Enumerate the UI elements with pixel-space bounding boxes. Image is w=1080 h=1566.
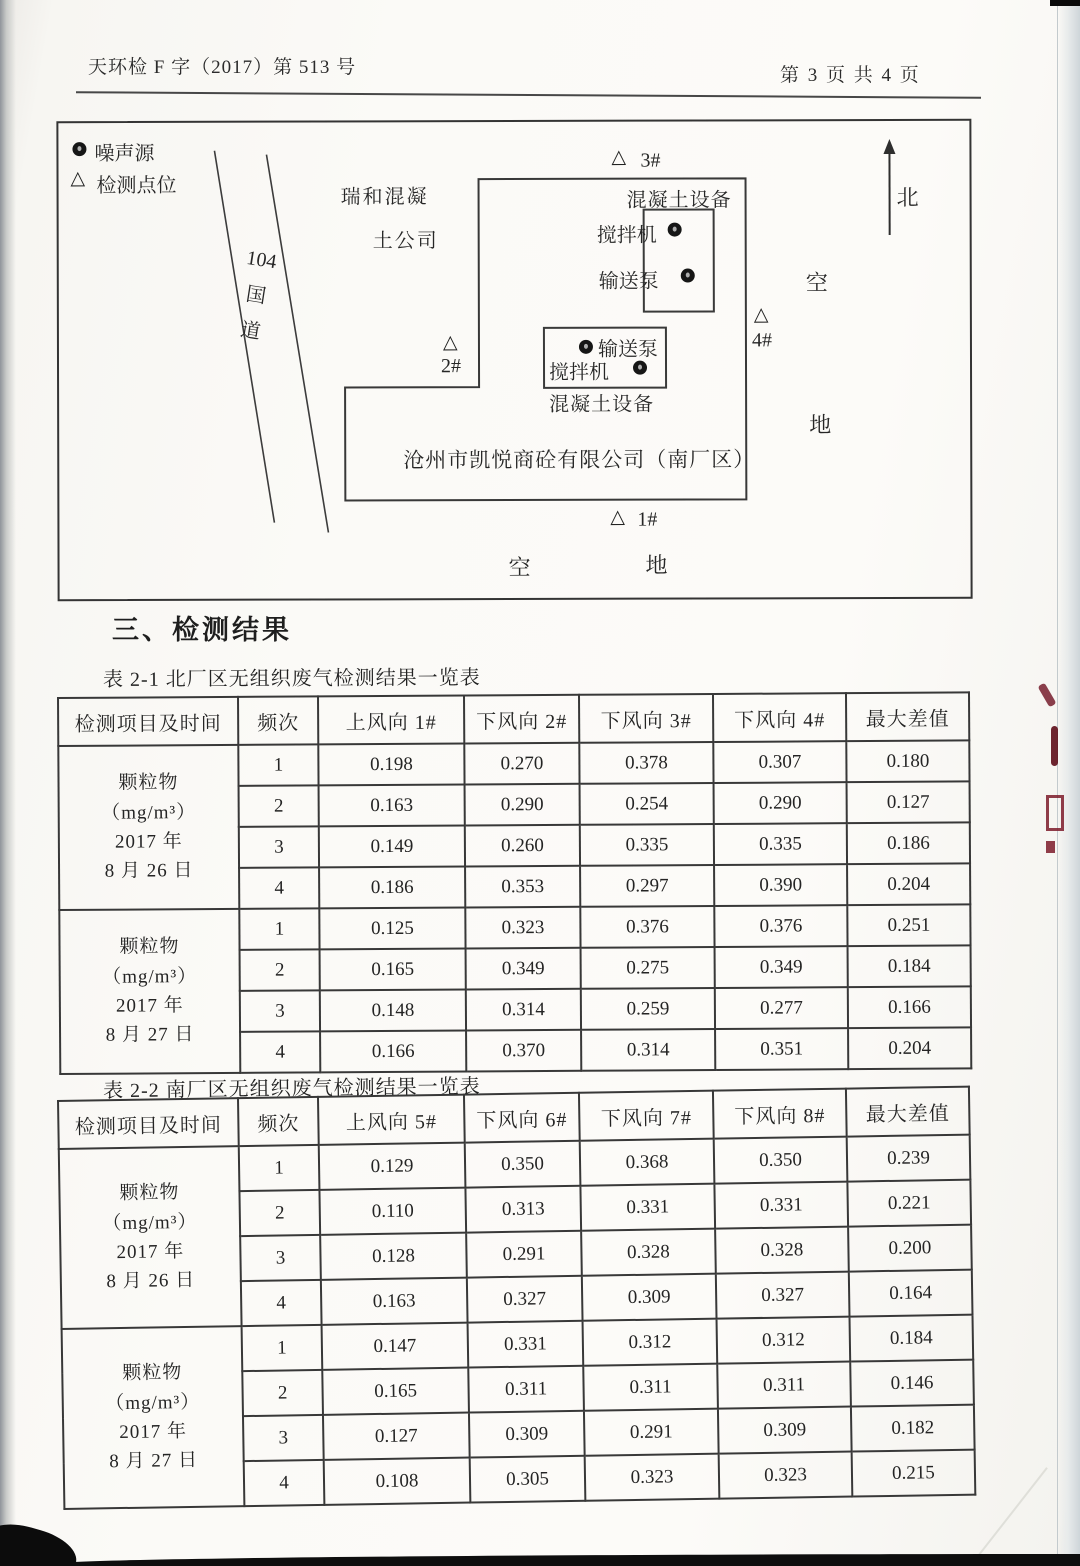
open-land-char: 空 [508, 554, 531, 581]
open-land-char: 空 [805, 270, 828, 296]
north-equipment-label: 混凝土设备 [626, 189, 732, 212]
value-cell: 0.312 [717, 1317, 851, 1364]
south-mixer-label: 搅拌机 [549, 361, 610, 384]
value-cell: 0.215 [852, 1450, 976, 1497]
value-cell: 0.275 [581, 947, 715, 989]
value-cell: 0.166 [320, 1031, 466, 1073]
table-row [58, 740, 969, 787]
item-line: （mg/m³） [101, 801, 197, 824]
value-cell: 0.108 [324, 1458, 471, 1505]
table-row [59, 904, 970, 951]
value-cell: 0.254 [580, 783, 714, 825]
value-cell: 0.128 [320, 1233, 467, 1280]
item-line: 2017 年 [116, 1241, 185, 1264]
item-line: 2017 年 [114, 831, 183, 853]
value-cell: 0.309 [718, 1407, 852, 1454]
neighbor-company-line: 土公司 [372, 230, 439, 253]
north-mixer-label: 搅拌机 [596, 224, 657, 247]
value-cell: 0.311 [717, 1362, 851, 1409]
value-cell: 0.165 [320, 949, 466, 991]
value-cell: 0.351 [715, 1028, 848, 1070]
open-land-char: 地 [645, 552, 668, 578]
frequency-cell: 1 [238, 744, 318, 785]
value-cell: 0.323 [585, 1454, 720, 1501]
value-cell: 0.221 [847, 1180, 971, 1227]
value-cell: 0.182 [851, 1405, 975, 1452]
frequency-cell: 2 [239, 1190, 320, 1236]
scan-edge-left [0, 0, 16, 1566]
value-cell: 0.260 [465, 825, 580, 867]
value-cell: 0.129 [319, 1143, 466, 1190]
frequency-cell: 3 [240, 1235, 321, 1281]
value-cell: 0.335 [580, 824, 714, 866]
results-table-south [57, 1086, 976, 1510]
scan-corner-bottom-left [0, 1516, 82, 1566]
value-cell: 0.251 [847, 904, 970, 946]
value-cell: 0.376 [580, 906, 714, 948]
value-cell: 0.311 [468, 1366, 584, 1413]
table2-caption: 表 2-2 南厂区无组织废气检测结果一览表 [102, 1075, 481, 1103]
frequency-cell: 4 [244, 1460, 325, 1506]
red-stamp-bleed [1038, 683, 1057, 708]
frequency-cell: 2 [240, 949, 320, 990]
value-cell: 0.146 [850, 1360, 974, 1407]
column-header: 检测项目及时间 [58, 1098, 239, 1149]
results-table-north [57, 691, 972, 1075]
item-line: （mg/m³） [102, 965, 198, 988]
value-cell: 0.331 [580, 1184, 715, 1231]
south-equipment-label: 混凝土设备 [549, 393, 655, 416]
value-cell: 0.291 [584, 1409, 719, 1456]
item-line: 8 月 27 日 [105, 1024, 195, 1047]
noise-source-icon [681, 269, 695, 283]
value-cell: 0.349 [715, 946, 848, 988]
item-line: 8 月 26 日 [104, 860, 194, 883]
value-cell: 0.323 [719, 1452, 853, 1499]
neighbor-company-line: 瑞和混凝 [340, 186, 429, 209]
road-label-line: 道 [238, 318, 262, 344]
value-cell: 0.239 [847, 1135, 971, 1182]
value-cell: 0.297 [580, 865, 714, 907]
value-cell: 0.307 [713, 741, 846, 783]
section-title: 三、检测结果 [112, 615, 292, 645]
site-diagram [56, 119, 972, 601]
value-cell: 0.270 [464, 743, 579, 785]
table-body [58, 740, 971, 1074]
value-cell: 0.164 [849, 1270, 973, 1317]
value-cell: 0.323 [465, 907, 580, 949]
column-header: 下风向 7# [579, 1091, 714, 1141]
frequency-cell: 4 [240, 1031, 320, 1072]
item-line: 8 月 27 日 [109, 1450, 199, 1473]
value-cell: 0.349 [466, 948, 581, 990]
road-label-line: 104 [244, 246, 278, 274]
monitor-point-label-4: 4# [751, 329, 772, 352]
column-header: 下风向 2# [464, 695, 579, 744]
monitor-point-icon [754, 303, 769, 326]
value-cell: 0.368 [580, 1139, 715, 1186]
item-line: 2017 年 [115, 995, 184, 1017]
monitor-point-icon [70, 167, 85, 190]
value-cell: 0.184 [849, 1315, 973, 1362]
monitor-point-icon [443, 331, 458, 354]
item-cell [59, 909, 240, 1074]
item-line: 颗粒物 [118, 772, 179, 794]
item-line: 颗粒物 [119, 936, 180, 958]
frequency-cell: 2 [242, 1370, 323, 1416]
site-map-lines [58, 121, 970, 599]
item-line: （mg/m³） [102, 1211, 198, 1234]
scan-mark-top-right [1050, 0, 1080, 6]
item-line: 颗粒物 [119, 1182, 180, 1205]
column-header: 最大差值 [846, 1087, 970, 1137]
item-line: 2017 年 [119, 1420, 188, 1444]
noise-source-icon [72, 142, 86, 156]
item-cell [62, 1326, 245, 1509]
value-cell: 0.127 [323, 1413, 470, 1460]
column-header: 频次 [238, 1097, 319, 1146]
value-cell: 0.127 [847, 781, 970, 823]
legend-monitor-point: 检测点位 [96, 174, 177, 198]
open-land-char: 地 [809, 412, 832, 438]
column-header: 下风向 8# [713, 1089, 847, 1139]
value-cell: 0.125 [319, 908, 465, 950]
frequency-cell: 3 [240, 990, 320, 1031]
noise-source-icon [668, 223, 682, 237]
road-label-line: 国 [244, 283, 268, 309]
value-cell: 0.313 [465, 1186, 581, 1233]
noise-source-icon [579, 340, 593, 354]
monitor-point-label-2: 2# [440, 355, 462, 378]
north-pump-label: 输送泵 [598, 270, 659, 293]
column-header: 下风向 4# [713, 693, 846, 742]
value-cell: 0.350 [465, 1141, 581, 1188]
frequency-cell: 1 [242, 1325, 323, 1371]
column-header: 下风向 6# [464, 1093, 580, 1143]
red-stamp-bleed [1046, 795, 1064, 831]
value-cell: 0.327 [716, 1272, 850, 1319]
value-cell: 0.200 [848, 1225, 972, 1272]
item-cell [59, 1146, 242, 1329]
value-cell: 0.331 [468, 1321, 584, 1368]
item-line: 颗粒物 [122, 1362, 183, 1385]
value-cell: 0.328 [581, 1229, 716, 1276]
column-header: 上风向 5# [318, 1095, 465, 1145]
value-cell: 0.198 [318, 744, 464, 786]
frequency-cell: 4 [239, 867, 319, 908]
column-header: 检测项目及时间 [58, 697, 238, 746]
legend-noise-source: 噪声源 [94, 142, 155, 166]
south-plant-name: 沧州市凯悦商砼有限公司（南厂区） [403, 447, 756, 473]
frequency-cell: 1 [239, 1145, 320, 1191]
value-cell: 0.327 [467, 1276, 583, 1323]
compass-label: 北 [896, 184, 919, 210]
value-cell: 0.204 [848, 1027, 971, 1069]
value-cell: 0.259 [581, 988, 715, 1030]
item-line: （mg/m³） [105, 1391, 201, 1414]
value-cell: 0.186 [319, 867, 465, 909]
scan-edge-right [1057, 0, 1080, 1566]
value-cell: 0.186 [847, 822, 970, 864]
value-cell: 0.290 [465, 784, 580, 826]
document-number: 天环检 F 字（2017）第 513 号 [88, 57, 357, 78]
value-cell: 0.290 [714, 782, 847, 824]
value-cell: 0.165 [322, 1368, 469, 1415]
value-cell: 0.166 [848, 986, 971, 1028]
header-row [58, 692, 969, 746]
value-cell: 0.309 [582, 1274, 717, 1321]
value-cell: 0.204 [847, 863, 970, 905]
value-cell: 0.312 [583, 1319, 718, 1366]
value-cell: 0.163 [321, 1278, 468, 1325]
monitor-point-label-3: 3# [640, 149, 661, 172]
frequency-cell: 3 [243, 1415, 324, 1461]
value-cell: 0.305 [470, 1456, 586, 1503]
value-cell: 0.335 [714, 823, 847, 865]
monitor-point-icon [611, 146, 626, 169]
results-table [57, 1086, 976, 1510]
value-cell: 0.277 [715, 987, 848, 1029]
column-header: 下风向 3# [579, 694, 713, 743]
value-cell: 0.180 [846, 740, 969, 782]
south-pump-label: 输送泵 [597, 338, 659, 361]
monitor-point-icon [610, 506, 625, 529]
column-header: 频次 [238, 696, 318, 744]
value-cell: 0.291 [466, 1231, 582, 1278]
value-cell: 0.149 [319, 826, 465, 868]
value-cell: 0.370 [466, 1030, 581, 1072]
frequency-cell: 4 [241, 1280, 322, 1326]
frequency-cell: 2 [239, 785, 319, 826]
value-cell: 0.328 [715, 1227, 849, 1274]
item-cell [58, 745, 239, 910]
results-table [57, 691, 972, 1075]
page-fold-line [966, 1467, 1048, 1566]
value-cell: 0.184 [848, 945, 971, 987]
column-header: 最大差值 [846, 692, 969, 741]
value-cell: 0.147 [322, 1323, 469, 1370]
value-cell: 0.350 [714, 1137, 848, 1184]
value-cell: 0.163 [319, 785, 465, 827]
value-cell: 0.390 [714, 864, 847, 906]
value-cell: 0.314 [581, 1029, 715, 1071]
red-stamp-bleed [1046, 841, 1055, 853]
value-cell: 0.376 [714, 905, 847, 947]
table-body [59, 1135, 976, 1509]
value-cell: 0.309 [469, 1411, 585, 1458]
column-header: 上风向 1# [318, 696, 464, 745]
item-line: 8 月 26 日 [106, 1270, 196, 1293]
value-cell: 0.314 [466, 989, 581, 1031]
header-rule [76, 91, 981, 99]
value-cell: 0.311 [583, 1364, 718, 1411]
table-header [58, 692, 969, 746]
frequency-cell: 3 [239, 826, 319, 867]
value-cell: 0.331 [714, 1182, 848, 1229]
page-indicator: 第 3 页 共 4 页 [780, 65, 921, 86]
noise-source-icon [633, 361, 647, 375]
value-cell: 0.378 [579, 742, 713, 784]
frequency-cell: 1 [239, 908, 319, 949]
value-cell: 0.110 [319, 1188, 466, 1235]
north-arrow-icon [883, 139, 895, 235]
red-stamp-bleed [1051, 726, 1058, 766]
value-cell: 0.353 [465, 866, 580, 908]
scan-edge-bottom [52, 1554, 1080, 1566]
monitor-point-label-1: 1# [637, 508, 658, 531]
value-cell: 0.148 [320, 990, 466, 1032]
table1-caption: 表 2-1 北厂区无组织废气检测结果一览表 [102, 667, 481, 691]
